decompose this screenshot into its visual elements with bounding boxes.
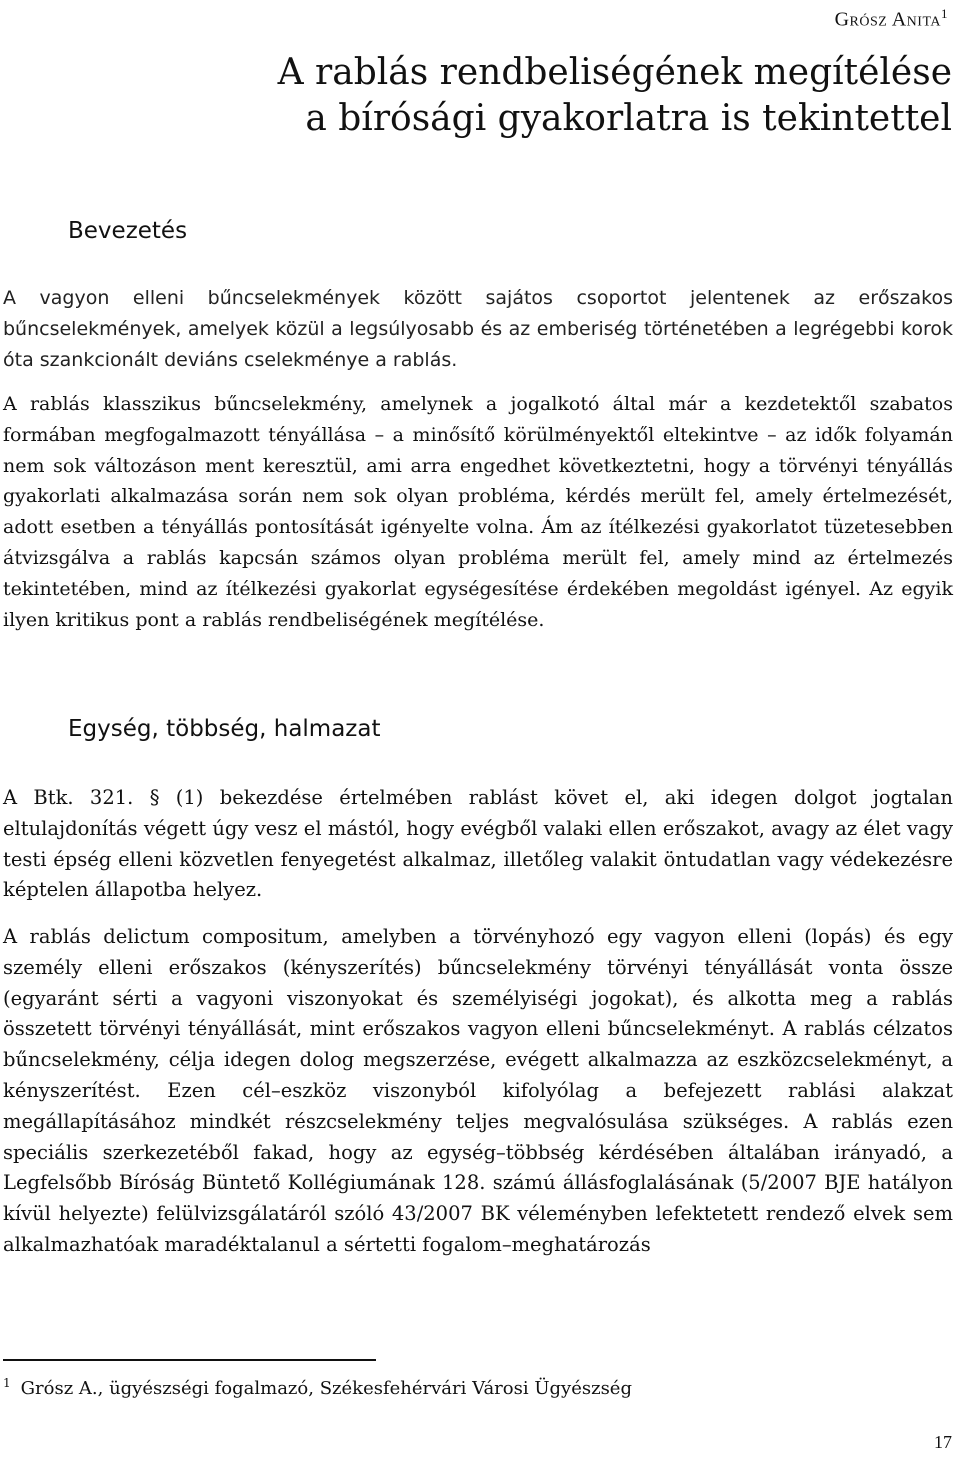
footnote-number: 1 xyxy=(3,1376,11,1390)
footnote xyxy=(3,1376,632,1399)
article-title: A rablás rendbeliségének megítélése a bírósági gyakorlatra is tekintettel xyxy=(277,52,952,139)
paragraph: A rablás klasszikus bűncselekmény, amelynek a jogalkotó által már a kezdetektől szabatos formában megfogalmazott tényállása – a minősítő körülményektől eltekintve – az idők folyamán nem sok változáson ment keresztül, ami arra engedhet következtetni, hogy a törvényi tényállás gyakorlati alkalmazása során nem sok olyan probléma, kérdés merült fel, amely értelmezését, adott esetben a tényállás pontosítását igényelte volna. Ám az ítélkezési gyakorlatot tüzetesebben átvizsgálva a rablás kapcsán számos olyan probléma merült fel, amely mind az értelmezés tekintetében, mind az ítélkezési gyakorlat egységesítése érdekében megoldást igényel. Az egyik ilyen kritikus pont a rablás rendbeliségének megítélése. xyxy=(3,393,953,631)
paragraph: A rablás delictum compositum, amelyben a törvényhozó egy vagyon elleni (lopás) és egy személy elleni erőszakos (kényszerítés) bűncselekmény törvényi tényállását vonta össze (egyaránt sérti a vagyoni viszonyokat és személyiségi jogokat), és alkotta meg a rablás összetett törvényi tényállását, mint erőszakos vagyon elleni bűncselekményt. A rablás célzatos bűncselekmény, célja idegen dolog megszerzése, evégett alkalmazza az eszközcselekményt, a kényszerítést. Ezen cél–eszköz viszonyból kifolyólag a befejezett rablási alakzat megállapításához mindkét részcselekmény teljes megvalósulása szükséges. A rablás ezen speciális szerkezetéből fakad, hogy az egység–többség kérdésében általában irányadó, a Legfelsőbb Bíróság Büntető Kollégiumának 128. számú állásfoglalásának (5/2007 BJE hatályon kívül helyezte) felülvizsgálatáról szóló 43/2007 BK véleményben lefektetett rendező elvek sem alkalmazhatóak maradéktalanul a sértetti fogalom–meghatározás xyxy=(3,925,953,1256)
paragraph: A vagyon elleni bűncselekmények között sajátos csoportot jelentenek az erőszakos bűncselekmények, amelyek közül a legsúlyosabb és az emberiség történetében a legrégebbi korok óta szankcionált deviáns cselekménye a rablás. xyxy=(3,287,953,371)
footnote-marker: 1 xyxy=(941,6,948,21)
page-number: 17 xyxy=(934,1432,952,1452)
section-heading-unity: Egység, többség, halmazat xyxy=(68,716,381,742)
paragraph: A Btk. 321. § (1) bekezdése értelmében rablást követ el, aki idegen dolgot jogtalan eltulajdonítás végett úgy vesz el mástól, hogy evégből valaki ellen erőszakot, avagy az élet vagy testi épség elleni közvetlen fenyegetést alkalmaz, illetőleg valakit öntudatlan vagy védekezésre képtelen állapotba helyez. xyxy=(3,786,953,902)
footnote-divider xyxy=(3,1359,376,1361)
author-text: Grósz Anita xyxy=(834,8,941,31)
section-heading-introduction: Bevezetés xyxy=(68,218,188,244)
footnote-text: Grósz A., ügyészségi fogalmazó, Székesfehérvári Városi Ügyészség xyxy=(20,1378,632,1399)
author-name xyxy=(835,6,948,32)
